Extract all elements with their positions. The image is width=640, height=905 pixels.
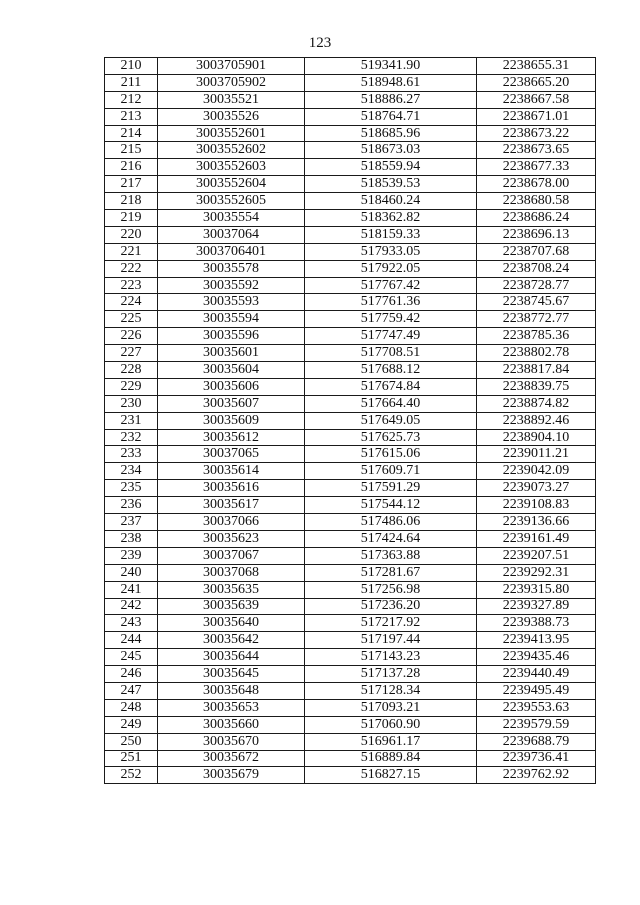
x-coordinate-cell: 517060.90 <box>305 716 477 733</box>
point-id-cell: 3003552603 <box>158 159 305 176</box>
table-row <box>105 243 596 260</box>
row-number-cell: 240 <box>105 564 158 581</box>
point-id-cell: 30035521 <box>158 91 305 108</box>
point-id-cell: 30035614 <box>158 463 305 480</box>
point-id-cell: 30035592 <box>158 277 305 294</box>
point-id-cell: 30035616 <box>158 480 305 497</box>
row-number-cell: 215 <box>105 142 158 159</box>
point-id-cell: 30035640 <box>158 615 305 632</box>
y-coordinate-cell: 2239315.80 <box>477 581 596 598</box>
row-number-cell: 250 <box>105 733 158 750</box>
table-row <box>105 108 596 125</box>
x-coordinate-cell: 517615.06 <box>305 446 477 463</box>
row-number-cell: 213 <box>105 108 158 125</box>
y-coordinate-cell: 2239327.89 <box>477 598 596 615</box>
point-id-cell: 3003705901 <box>158 58 305 75</box>
x-coordinate-cell: 516827.15 <box>305 767 477 784</box>
y-coordinate-cell: 2238677.33 <box>477 159 596 176</box>
row-number-cell: 212 <box>105 91 158 108</box>
y-coordinate-cell: 2238839.75 <box>477 378 596 395</box>
table-row <box>105 362 596 379</box>
x-coordinate-cell: 517281.67 <box>305 564 477 581</box>
x-coordinate-cell: 518539.53 <box>305 176 477 193</box>
table-row <box>105 412 596 429</box>
coordinate-table-body <box>105 58 596 784</box>
row-number-cell: 231 <box>105 412 158 429</box>
table-row <box>105 750 596 767</box>
table-row <box>105 395 596 412</box>
row-number-cell: 222 <box>105 260 158 277</box>
point-id-cell: 30035612 <box>158 429 305 446</box>
x-coordinate-cell: 517128.34 <box>305 682 477 699</box>
point-id-cell: 30035642 <box>158 632 305 649</box>
table-row <box>105 446 596 463</box>
y-coordinate-cell: 2238772.77 <box>477 311 596 328</box>
x-coordinate-cell: 517197.44 <box>305 632 477 649</box>
point-id-cell: 30035578 <box>158 260 305 277</box>
row-number-cell: 241 <box>105 581 158 598</box>
point-id-cell: 30035648 <box>158 682 305 699</box>
table-row <box>105 666 596 683</box>
row-number-cell: 239 <box>105 547 158 564</box>
point-id-cell: 3003706401 <box>158 243 305 260</box>
table-row <box>105 598 596 615</box>
table-row <box>105 767 596 784</box>
y-coordinate-cell: 2238686.24 <box>477 210 596 227</box>
row-number-cell: 224 <box>105 294 158 311</box>
x-coordinate-cell: 517363.88 <box>305 547 477 564</box>
point-id-cell: 30035607 <box>158 395 305 412</box>
x-coordinate-cell: 518948.61 <box>305 74 477 91</box>
table-row <box>105 463 596 480</box>
x-coordinate-cell: 517591.29 <box>305 480 477 497</box>
y-coordinate-cell: 2239495.49 <box>477 682 596 699</box>
table-row <box>105 649 596 666</box>
row-number-cell: 211 <box>105 74 158 91</box>
row-number-cell: 252 <box>105 767 158 784</box>
table-row <box>105 716 596 733</box>
row-number-cell: 230 <box>105 395 158 412</box>
point-id-cell: 30035526 <box>158 108 305 125</box>
row-number-cell: 247 <box>105 682 158 699</box>
x-coordinate-cell: 517236.20 <box>305 598 477 615</box>
row-number-cell: 226 <box>105 328 158 345</box>
point-id-cell: 30035601 <box>158 345 305 362</box>
table-row <box>105 125 596 142</box>
table-row <box>105 277 596 294</box>
row-number-cell: 237 <box>105 514 158 531</box>
row-number-cell: 223 <box>105 277 158 294</box>
point-id-cell: 3003705902 <box>158 74 305 91</box>
table-row <box>105 564 596 581</box>
point-id-cell: 3003552601 <box>158 125 305 142</box>
point-id-cell: 30037068 <box>158 564 305 581</box>
table-row <box>105 91 596 108</box>
table-row <box>105 547 596 564</box>
row-number-cell: 227 <box>105 345 158 362</box>
x-coordinate-cell: 517093.21 <box>305 699 477 716</box>
row-number-cell: 251 <box>105 750 158 767</box>
y-coordinate-cell: 2239042.09 <box>477 463 596 480</box>
row-number-cell: 216 <box>105 159 158 176</box>
x-coordinate-cell: 517674.84 <box>305 378 477 395</box>
point-id-cell: 30035645 <box>158 666 305 683</box>
x-coordinate-cell: 517649.05 <box>305 412 477 429</box>
table-row <box>105 210 596 227</box>
y-coordinate-cell: 2239136.66 <box>477 514 596 531</box>
x-coordinate-cell: 517747.49 <box>305 328 477 345</box>
point-id-cell: 3003552604 <box>158 176 305 193</box>
point-id-cell: 30037064 <box>158 226 305 243</box>
y-coordinate-cell: 2239292.31 <box>477 564 596 581</box>
table-row <box>105 159 596 176</box>
row-number-cell: 219 <box>105 210 158 227</box>
row-number-cell: 232 <box>105 429 158 446</box>
x-coordinate-cell: 518159.33 <box>305 226 477 243</box>
y-coordinate-cell: 2238745.67 <box>477 294 596 311</box>
row-number-cell: 225 <box>105 311 158 328</box>
y-coordinate-cell: 2238708.24 <box>477 260 596 277</box>
point-id-cell: 30035623 <box>158 530 305 547</box>
point-id-cell: 30037065 <box>158 446 305 463</box>
table-row <box>105 260 596 277</box>
x-coordinate-cell: 517767.42 <box>305 277 477 294</box>
y-coordinate-cell: 2239388.73 <box>477 615 596 632</box>
table-row <box>105 429 596 446</box>
y-coordinate-cell: 2238785.36 <box>477 328 596 345</box>
point-id-cell: 30035604 <box>158 362 305 379</box>
x-coordinate-cell: 518764.71 <box>305 108 477 125</box>
row-number-cell: 245 <box>105 649 158 666</box>
y-coordinate-cell: 2238707.68 <box>477 243 596 260</box>
table-row <box>105 497 596 514</box>
point-id-cell: 30035609 <box>158 412 305 429</box>
y-coordinate-cell: 2238667.58 <box>477 91 596 108</box>
table-row <box>105 480 596 497</box>
row-number-cell: 249 <box>105 716 158 733</box>
x-coordinate-cell: 517922.05 <box>305 260 477 277</box>
row-number-cell: 242 <box>105 598 158 615</box>
row-number-cell: 235 <box>105 480 158 497</box>
x-coordinate-cell: 518362.82 <box>305 210 477 227</box>
y-coordinate-cell: 2239435.46 <box>477 649 596 666</box>
y-coordinate-cell: 2238655.31 <box>477 58 596 75</box>
y-coordinate-cell: 2239440.49 <box>477 666 596 683</box>
point-id-cell: 30035679 <box>158 767 305 784</box>
point-id-cell: 30035594 <box>158 311 305 328</box>
row-number-cell: 236 <box>105 497 158 514</box>
table-row <box>105 58 596 75</box>
y-coordinate-cell: 2239073.27 <box>477 480 596 497</box>
row-number-cell: 246 <box>105 666 158 683</box>
x-coordinate-cell: 518559.94 <box>305 159 477 176</box>
x-coordinate-cell: 516889.84 <box>305 750 477 767</box>
row-number-cell: 218 <box>105 193 158 210</box>
row-number-cell: 248 <box>105 699 158 716</box>
point-id-cell: 30035606 <box>158 378 305 395</box>
coordinate-table <box>104 57 596 784</box>
table-row <box>105 176 596 193</box>
x-coordinate-cell: 518886.27 <box>305 91 477 108</box>
x-coordinate-cell: 518685.96 <box>305 125 477 142</box>
point-id-cell: 30035670 <box>158 733 305 750</box>
point-id-cell: 30035639 <box>158 598 305 615</box>
x-coordinate-cell: 517688.12 <box>305 362 477 379</box>
x-coordinate-cell: 517424.64 <box>305 530 477 547</box>
y-coordinate-cell: 2239579.59 <box>477 716 596 733</box>
table-row <box>105 74 596 91</box>
row-number-cell: 220 <box>105 226 158 243</box>
table-row <box>105 581 596 598</box>
table-row <box>105 632 596 649</box>
point-id-cell: 30035596 <box>158 328 305 345</box>
x-coordinate-cell: 517759.42 <box>305 311 477 328</box>
y-coordinate-cell: 2238680.58 <box>477 193 596 210</box>
x-coordinate-cell: 517137.28 <box>305 666 477 683</box>
y-coordinate-cell: 2238802.78 <box>477 345 596 362</box>
y-coordinate-cell: 2238874.82 <box>477 395 596 412</box>
row-number-cell: 244 <box>105 632 158 649</box>
y-coordinate-cell: 2238696.13 <box>477 226 596 243</box>
table-row <box>105 226 596 243</box>
x-coordinate-cell: 518673.03 <box>305 142 477 159</box>
y-coordinate-cell: 2239736.41 <box>477 750 596 767</box>
table-row <box>105 514 596 531</box>
point-id-cell: 30037066 <box>158 514 305 531</box>
row-number-cell: 214 <box>105 125 158 142</box>
y-coordinate-cell: 2239553.63 <box>477 699 596 716</box>
row-number-cell: 233 <box>105 446 158 463</box>
x-coordinate-cell: 519341.90 <box>305 58 477 75</box>
y-coordinate-cell: 2239207.51 <box>477 547 596 564</box>
y-coordinate-cell: 2238665.20 <box>477 74 596 91</box>
table-row <box>105 615 596 632</box>
point-id-cell: 30035593 <box>158 294 305 311</box>
x-coordinate-cell: 517486.06 <box>305 514 477 531</box>
table-row <box>105 193 596 210</box>
x-coordinate-cell: 517609.71 <box>305 463 477 480</box>
x-coordinate-cell: 516961.17 <box>305 733 477 750</box>
table-row <box>105 294 596 311</box>
x-coordinate-cell: 517933.05 <box>305 243 477 260</box>
table-row <box>105 378 596 395</box>
page-number: 123 <box>308 35 332 51</box>
y-coordinate-cell: 2238673.22 <box>477 125 596 142</box>
x-coordinate-cell: 517625.73 <box>305 429 477 446</box>
table-row <box>105 328 596 345</box>
point-id-cell: 30035653 <box>158 699 305 716</box>
y-coordinate-cell: 2239688.79 <box>477 733 596 750</box>
y-coordinate-cell: 2239161.49 <box>477 530 596 547</box>
row-number-cell: 210 <box>105 58 158 75</box>
table-row <box>105 345 596 362</box>
point-id-cell: 30037067 <box>158 547 305 564</box>
point-id-cell: 3003552605 <box>158 193 305 210</box>
y-coordinate-cell: 2239762.92 <box>477 767 596 784</box>
row-number-cell: 229 <box>105 378 158 395</box>
point-id-cell: 30035617 <box>158 497 305 514</box>
row-number-cell: 243 <box>105 615 158 632</box>
x-coordinate-cell: 517761.36 <box>305 294 477 311</box>
y-coordinate-cell: 2238728.77 <box>477 277 596 294</box>
x-coordinate-cell: 517708.51 <box>305 345 477 362</box>
y-coordinate-cell: 2238904.10 <box>477 429 596 446</box>
y-coordinate-cell: 2238673.65 <box>477 142 596 159</box>
y-coordinate-cell: 2238678.00 <box>477 176 596 193</box>
row-number-cell: 234 <box>105 463 158 480</box>
row-number-cell: 238 <box>105 530 158 547</box>
row-number-cell: 221 <box>105 243 158 260</box>
y-coordinate-cell: 2238817.84 <box>477 362 596 379</box>
table-row <box>105 311 596 328</box>
y-coordinate-cell: 2238671.01 <box>477 108 596 125</box>
table-row <box>105 733 596 750</box>
point-id-cell: 30035635 <box>158 581 305 598</box>
x-coordinate-cell: 517217.92 <box>305 615 477 632</box>
table-row <box>105 682 596 699</box>
x-coordinate-cell: 517143.23 <box>305 649 477 666</box>
y-coordinate-cell: 2239108.83 <box>477 497 596 514</box>
y-coordinate-cell: 2238892.46 <box>477 412 596 429</box>
row-number-cell: 228 <box>105 362 158 379</box>
table-row <box>105 530 596 547</box>
point-id-cell: 30035660 <box>158 716 305 733</box>
y-coordinate-cell: 2239011.21 <box>477 446 596 463</box>
table-row <box>105 699 596 716</box>
row-number-cell: 217 <box>105 176 158 193</box>
x-coordinate-cell: 517544.12 <box>305 497 477 514</box>
x-coordinate-cell: 517664.40 <box>305 395 477 412</box>
point-id-cell: 30035672 <box>158 750 305 767</box>
point-id-cell: 3003552602 <box>158 142 305 159</box>
x-coordinate-cell: 517256.98 <box>305 581 477 598</box>
x-coordinate-cell: 518460.24 <box>305 193 477 210</box>
table-row <box>105 142 596 159</box>
y-coordinate-cell: 2239413.95 <box>477 632 596 649</box>
point-id-cell: 30035644 <box>158 649 305 666</box>
point-id-cell: 30035554 <box>158 210 305 227</box>
